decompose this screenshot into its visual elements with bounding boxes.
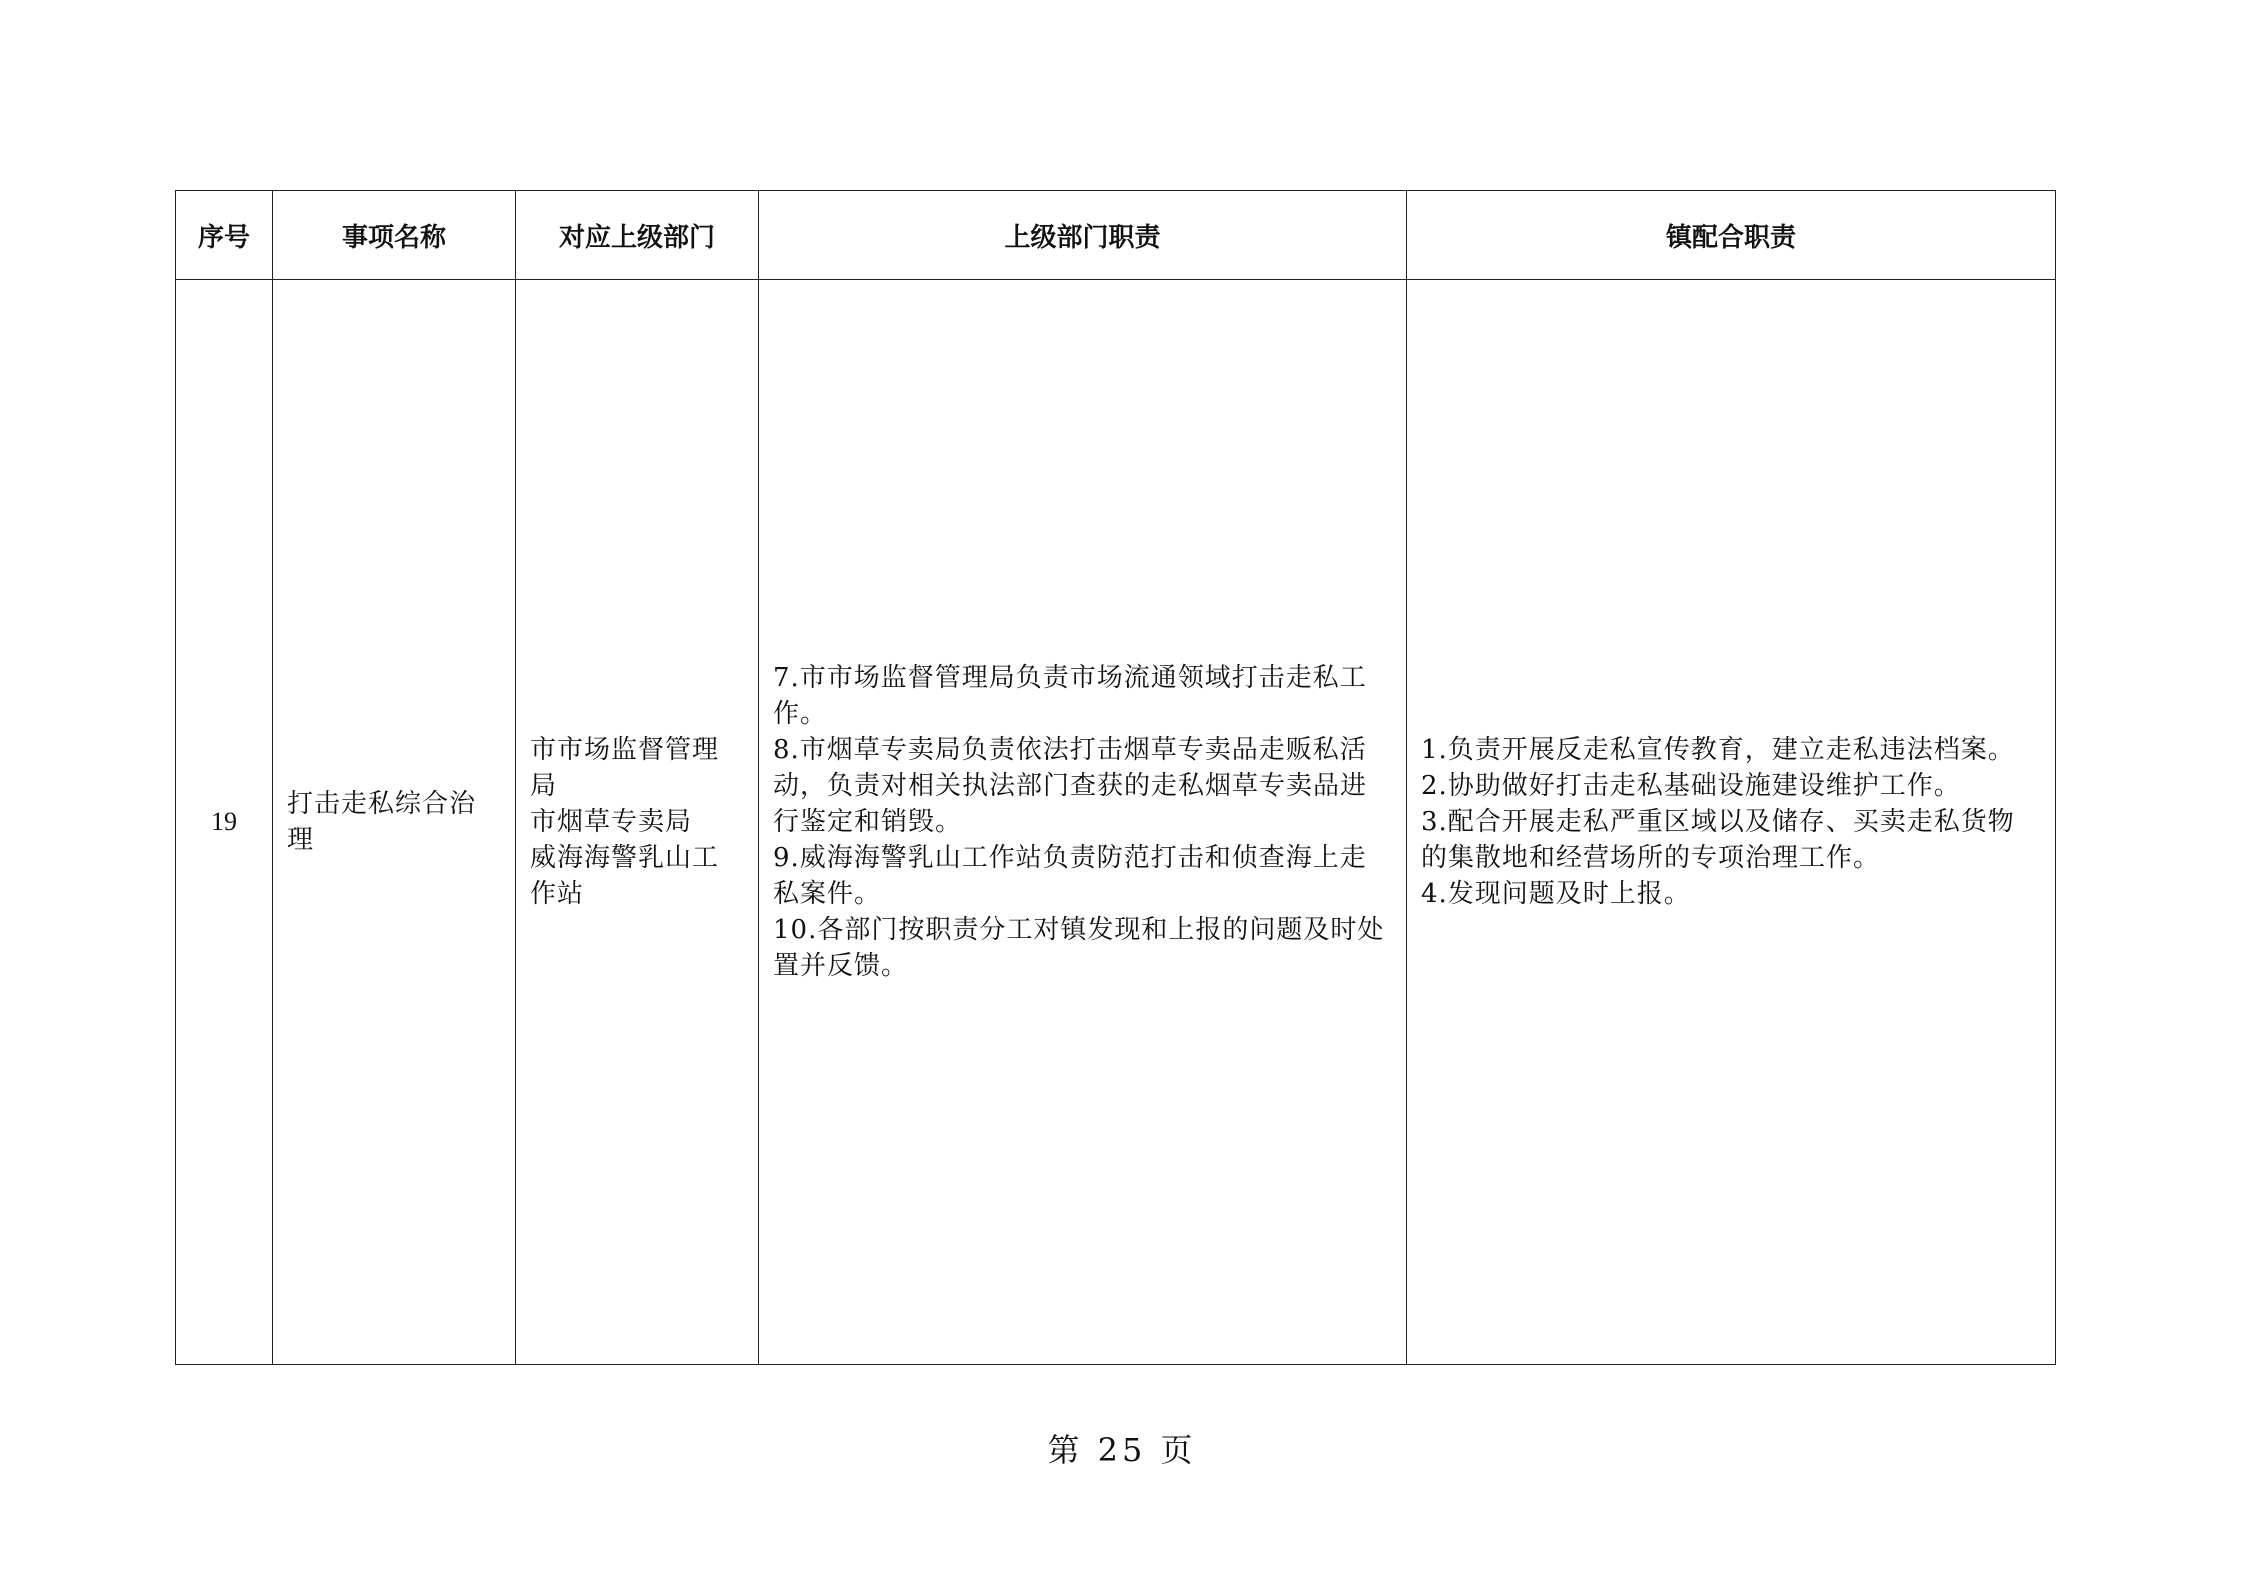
page-number: 第 25 页: [1047, 1431, 1197, 1469]
row-seq: 19: [176, 280, 273, 1365]
superior-department-line: 市市场监督管理局: [530, 735, 720, 801]
responsibility-table: [175, 190, 2056, 1365]
row-town-duties: [1407, 280, 2056, 1365]
row-superior-duties: [759, 280, 1407, 1365]
town-duty-item: 4.发现问题及时上报。: [1421, 879, 1691, 909]
header-seq: 序号: [176, 191, 273, 280]
town-duty-item: 3.配合开展走私严重区域以及储存、买卖走私货物的集散地和经营场所的专项治理工作。: [1421, 807, 2015, 873]
town-duty-item: 1.负责开展反走私宣传教育，建立走私违法档案。: [1421, 735, 2015, 765]
table-header-row: [176, 191, 2056, 280]
superior-duty-item: 8.市烟草专卖局负责依法打击烟草专卖品走贩私活动，负责对相关执法部门查获的走私烟草专卖品进行鉴定和销毁。: [773, 735, 1368, 837]
town-duty-item: 2.协助做好打击走私基础设施建设维护工作。: [1421, 771, 1961, 801]
header-item-name: 事项名称: [273, 191, 516, 280]
row-item-name: 打击走私综合治理: [273, 280, 516, 1365]
table-row: [176, 280, 2056, 1365]
superior-department-line: 市烟草专卖局: [530, 807, 693, 837]
header-town-duties: 镇配合职责: [1407, 191, 2056, 280]
superior-duty-item: 7.市市场监督管理局负责市场流通领域打击走私工作。: [773, 663, 1367, 729]
superior-duty-item: 10.各部门按职责分工对镇发现和上报的问题及时处置并反馈。: [773, 915, 1385, 981]
header-superior-department: 对应上级部门: [516, 191, 759, 280]
superior-duty-item: 9.威海海警乳山工作站负责防范打击和侦查海上走私案件。: [773, 843, 1367, 909]
row-superior-departments: [516, 280, 759, 1365]
superior-department-line: 威海海警乳山工作站: [530, 843, 720, 909]
header-superior-duties: 上级部门职责: [759, 191, 1407, 280]
